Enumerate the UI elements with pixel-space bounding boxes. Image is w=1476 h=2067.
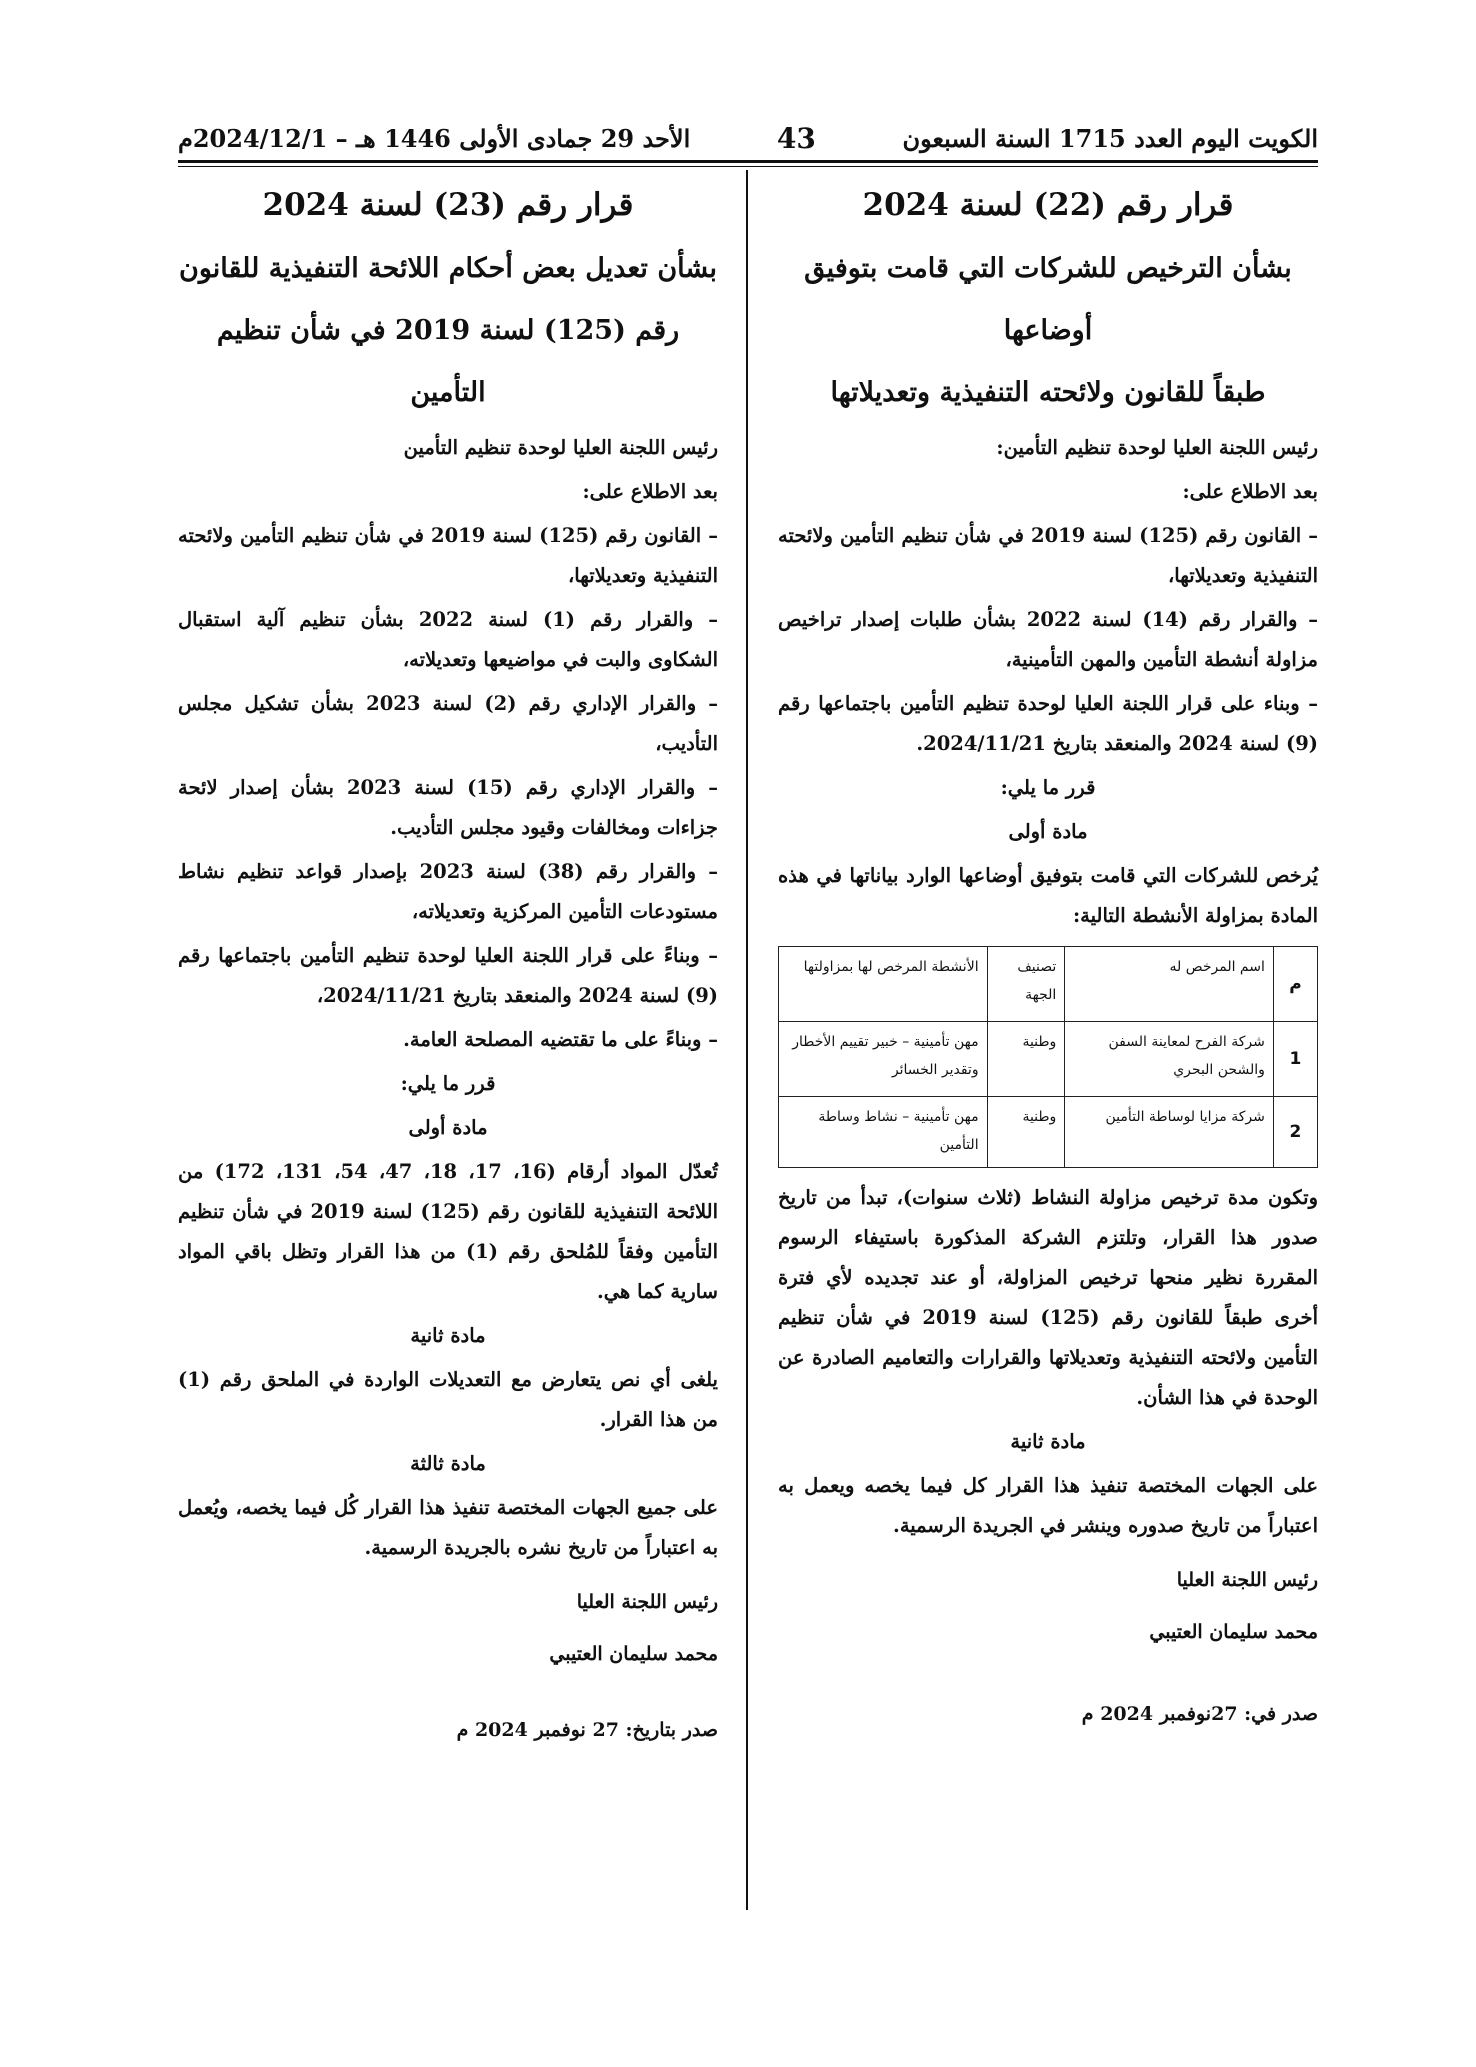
decision-22-article-2-heading: مادة ثانية [1010, 1430, 1086, 1453]
decision-23-issued-date: صدر بتاريخ: 27 نوفمبر 2024 م [456, 1719, 718, 1741]
decision-23-preamble: بعد الاطلاع على: [582, 480, 718, 503]
decision-22-article-1-text: يُرخص للشركات التي قامت بتوفيق أوضاعها الوارد بياناتها في هذه المادة بمزاولة الأنشطة التالية: [778, 864, 1318, 927]
decision-23-article-3-text: على جميع الجهات المختصة تنفيذ هذا القرار كُل فيما يخصه، ويُعمل به اعتباراً من تاريخ نشره بالجريدة الرسمية. [178, 1496, 718, 1559]
decision-22-title: قرار رقم (22) لسنة 2024 [862, 187, 1234, 223]
page-header [178, 118, 1318, 158]
table-cell: شركة الفرح لمعاينة السفن والشحن البحري [1065, 1022, 1274, 1097]
table-cell: وطنية [987, 1097, 1065, 1168]
decision-23-article-1-text: تُعدّل المواد أرقام (16، 17، 18، 47، 54، 131، 172) من اللائحة التنفيذية للقانون رقم (125) لسنة 2019 في شأن تنظيم التأمين وفقاً للمُلحق رقم (1) من هذا القرار وتظل باقي المواد سارية كما هي. [178, 1160, 718, 1303]
decision-22-ref-meeting: – وبناء على قرار اللجنة العليا لوحدة تنظيم التأمين باجتماعها رقم (9) لسنة 2024 والمنعقد بتاريخ 2024/11/21. [778, 692, 1318, 755]
decision-23-ref-law: – القانون رقم (125) لسنة 2019 في شأن تنظيم التأمين ولائحته التنفيذية وتعديلاتها، [178, 524, 718, 587]
decision-22-issued-date: صدر في: 27نوفمبر 2024 م [1081, 1703, 1318, 1725]
decision-22-decided: قرر ما يلي: [1000, 776, 1096, 799]
decision-23-signature-name: محمد سليمان العتيبي [549, 1643, 718, 1665]
decision-23-article-3-heading: مادة ثالثة [410, 1452, 486, 1475]
decision-22-signature-title: رئيس اللجنة العليا [1176, 1569, 1318, 1591]
decision-22-article-1-heading: مادة أولى [1008, 820, 1088, 843]
decision-22-ref-decision-14: – والقرار رقم (14) لسنة 2022 بشأن طلبات إصدار تراخيص مزاولة أنشطة التأمين والمهن التأمينية، [778, 608, 1318, 671]
table-cell: 1 [1273, 1022, 1317, 1097]
decision-23-subtitle-2: رقم (125) لسنة 2019 في شأن تنظيم التأمين [216, 315, 680, 408]
decision-23-ref-admin-15: – والقرار الإداري رقم (15) لسنة 2023 بشأن إصدار لائحة جزاءات ومخالفات وقيود مجلس التأديب. [178, 776, 718, 839]
table-row [779, 1022, 1318, 1097]
decision-22-signature-name: محمد سليمان العتيبي [1149, 1621, 1318, 1643]
table-row [779, 1097, 1318, 1168]
decision-23-subtitle-1: بشأن تعديل بعض أحكام اللائحة التنفيذية للقانون [179, 253, 717, 284]
issue-date: الأحد 29 جمادى الأولى 1446 هـ – 2024/12/1م [178, 123, 691, 153]
decision-23-ref-public-interest: – وبناءً على ما تقتضيه المصلحة العامة. [403, 1028, 718, 1051]
decision-22-ref-law: – القانون رقم (125) لسنة 2019 في شأن تنظيم التأمين ولائحته التنفيذية وتعديلاتها، [778, 524, 1318, 587]
decision-22-subtitle-2: طبقاً للقانون ولائحته التنفيذية وتعديلاتها [830, 377, 1266, 408]
decision-23-issuer: رئيس اللجنة العليا لوحدة تنظيم التأمين [403, 436, 718, 459]
table-cell: مهن تأمينية – نشاط وساطة التأمين [779, 1097, 988, 1168]
gazette-issue: الكويت اليوم العدد 1715 السنة السبعون [902, 123, 1318, 153]
table-header-cell: اسم المرخص له [1065, 947, 1274, 1022]
decision-23-article-2-heading: مادة ثانية [410, 1324, 486, 1347]
decision-22-preamble: بعد الاطلاع على: [1182, 480, 1318, 503]
decision-22-subtitle-1: بشأن الترخيص للشركات التي قامت بتوفيق أوضاعها [804, 253, 1292, 346]
table-header-cell: م [1273, 947, 1317, 1022]
header-rule-thin [178, 166, 1318, 167]
page-number: 43 [776, 121, 816, 155]
table-header-cell: الأنشطة المرخص لها بمزاولتها [779, 947, 988, 1022]
decision-23-article-2-text: يلغى أي نص يتعارض مع التعديلات الواردة في الملحق رقم (1) من هذا القرار. [178, 1368, 718, 1431]
table-cell: 2 [1273, 1097, 1317, 1168]
decision-23-ref-decision-1: – والقرار رقم (1) لسنة 2022 بشأن تنظيم آلية استقبال الشكاوى والبت في مواضيعها وتعديلاته، [178, 608, 719, 671]
decision-23-ref-decision-38: – والقرار رقم (38) لسنة 2023 بإصدار قواعد تنظيم نشاط مستودعات التأمين المركزية وتعديلاته، [178, 860, 718, 923]
decision-23-column [178, 180, 718, 1750]
decision-23-ref-admin-2: – والقرار الإداري رقم (2) لسنة 2023 بشأن تشكيل مجلس التأديب، [178, 692, 719, 755]
licenses-table [778, 946, 1318, 1168]
decision-22-column [778, 180, 1318, 1734]
decision-23-signature-title: رئيس اللجنة العليا [576, 1591, 718, 1613]
decision-22-article-2-text: على الجهات المختصة تنفيذ هذا القرار كل فيما يخصه ويعمل به اعتباراً من تاريخ صدوره وينشر في الجريدة الرسمية. [778, 1474, 1318, 1537]
decision-23-ref-meeting: – وبناءً على قرار اللجنة العليا لوحدة تنظيم التأمين باجتماعها رقم (9) لسنة 2024 والمنعقد بتاريخ 2024/11/21، [178, 944, 718, 1007]
decision-23-decided: قرر ما يلي: [400, 1072, 496, 1095]
decision-23-article-1-heading: مادة أولى [408, 1116, 488, 1139]
table-cell: وطنية [987, 1022, 1065, 1097]
decision-23-title: قرار رقم (23) لسنة 2024 [262, 187, 634, 223]
header-rule-thick [178, 160, 1318, 163]
table-header-cell: تصنيف الجهة [987, 947, 1065, 1022]
table-cell: شركة مزايا لوساطة التأمين [1065, 1097, 1274, 1168]
column-divider [746, 170, 748, 1910]
decision-22-license-duration: وتكون مدة ترخيص مزاولة النشاط (ثلاث سنوات)، تبدأ من تاريخ صدور هذا القرار، وتلتزم الشركة المذكورة باستيفاء الرسوم المقررة نظير منحها ترخيص المزاولة، أو عند تجديده لأي فترة أخرى طبقاً للقانون رقم (125) لسنة 2019 في شأن تنظيم التأمين ولائحته التنفيذية وتعديلاتها والقرارات والتعاميم الصادرة عن الوحدة في هذا الشأن. [778, 1186, 1318, 1409]
table-header-row [779, 947, 1318, 1022]
table-cell: مهن تأمينية – خبير تقييم الأخطار وتقدير الخسائر [779, 1022, 988, 1097]
decision-22-issuer: رئيس اللجنة العليا لوحدة تنظيم التأمين: [996, 436, 1318, 459]
